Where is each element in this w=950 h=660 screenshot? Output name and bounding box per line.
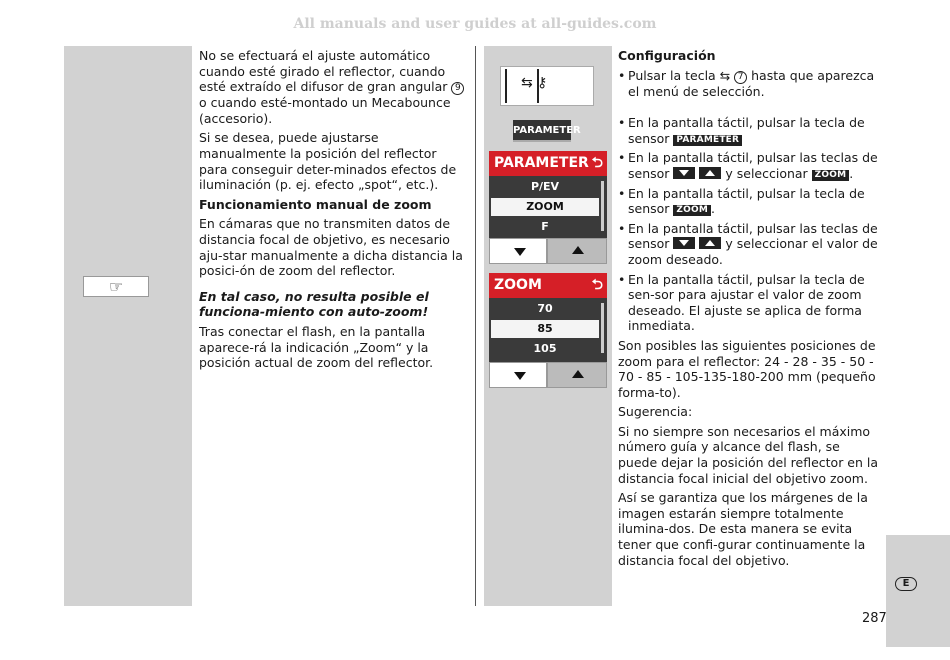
zoom-tag: ZOOM [812,170,850,181]
scrollbar [601,303,604,353]
circled-number-icon: 7 [734,71,747,84]
swap-arrows-icon: ⇆ [719,67,731,83]
step-6: • En la pantalla táctil, pulsar la tecla de sen-sor para ajustar el valor de zoom deseado. El ajuste se aplica de forma inmediata. [618,271,865,334]
down-key-icon [673,237,695,249]
column-divider [475,46,476,606]
paragraph-display-zoom: Tras conectar el flash, en la pantalla aparece-rá la indicación „Zoom“ y la posición actual de zoom del reflector. [199,323,434,371]
language-tab-panel [886,535,950,647]
screen-header [489,273,607,298]
screen-buttons [489,238,607,264]
step-5: • En la pantalla táctil, pulsar las teclas de sensor y seleccionar el valor de zoom deseado. [618,220,878,267]
scrollbar [601,181,604,231]
up-key-icon [699,237,721,249]
zoom-row: 70 [537,302,553,315]
paragraph-tip-label: Sugerencia: [618,404,693,420]
circled-number-icon: 9 [451,82,464,95]
parameter-screen [489,151,607,264]
step-1: • Pulsar la tecla ⇆ 7 hasta que aparezca el menú de selección. [618,67,875,99]
zoom-screen [489,273,607,388]
left-margin-panel [64,46,192,606]
zoom-row-selected: 85 [491,320,599,338]
language-badge: E [895,577,917,591]
paragraph-no-focal-data: En cámaras que no transmiten datos de distancia focal de objetivo, es necesario aju-star manualmente a dicha distancia la posici-ón de zoom del reflector. [199,216,463,279]
heading-manual-zoom: Funcionamiento manual de zoom [199,196,432,212]
paragraph-illumination: Así se garantiza que los márgenes de la imagen estarán siempre totalmente ilumina-dos. De esta manera se evita tener que confi-gurar continuamente la distancia focal del objetivo. [618,490,868,568]
down-arrow-icon [489,238,547,264]
down-arrow-icon [489,362,547,388]
swap-arrows-icon: ⇆ ⚷ [521,75,548,91]
up-key-icon [699,167,721,179]
paragraph-manual-position: Si se desea, puede ajustarse manualmente la posición del reflector para conseguir deter-minados efectos de iluminación (p. ej. efecto „spot“, etc.). [199,130,457,193]
screen-buttons [489,362,607,388]
paragraph-zoom-positions: Son posibles las siguientes posiciones de zoom para el reflector: 24 - 28 - 35 - 50 - 70 - 85 - 105-135-180-200 mm (pequeño forma-to). [618,337,876,400]
flash-key-illustration [500,66,594,106]
menu-row: P/EV [530,180,560,193]
note-no-auto-zoom: En tal caso, no resulta posible el funciona-miento con auto-zoom! [199,288,429,320]
step-2: • En la pantalla táctil, pulsar la tecla de sensor PARAMETER [618,115,865,146]
back-icon: ⮌ [591,277,603,293]
zoom-row: 105 [533,342,557,355]
watermark: All manuals and user guides at all-guides.com [293,16,657,32]
heading-configuration: Configuración [618,48,716,63]
screen-title: ZOOM [494,277,542,293]
parameter-tag: PARAMETER [673,135,742,146]
right-text-column [618,48,880,572]
left-text-column [199,48,467,375]
parameter-key-illustration: PARAMETER [513,120,571,142]
step-4: • En la pantalla táctil, pulsar la tecla de sensor ZOOM . [618,185,865,217]
paragraph-tip: Si no siempre son necesarios el máximo número guía y alcance del flash, se puede dejar la posición del reflector en la distancia focal inicial del objetivo zoom. [618,423,879,486]
paragraph-auto-adjust: No se efectuará el ajuste automático cuando esté girado el reflector, cuando esté extraído el difusor de gran angular 9 o cuando esté-montado un Mecabounce (accesorio). [199,48,467,126]
hand-pointer-icon: ☞ [83,276,149,297]
screen-title: PARAMETER [494,155,589,171]
step-3: • En la pantalla táctil, pulsar las teclas de sensor y seleccionar ZOOM . [618,150,878,181]
up-arrow-icon [547,238,607,264]
screen-header [489,151,607,176]
up-arrow-icon [547,362,607,388]
menu-row-selected: ZOOM [491,198,599,216]
menu-row: F [541,220,549,233]
down-key-icon [673,167,695,179]
page-number: 287 [862,611,887,626]
back-icon: ⮌ [591,155,603,171]
zoom-tag: ZOOM [673,205,711,216]
